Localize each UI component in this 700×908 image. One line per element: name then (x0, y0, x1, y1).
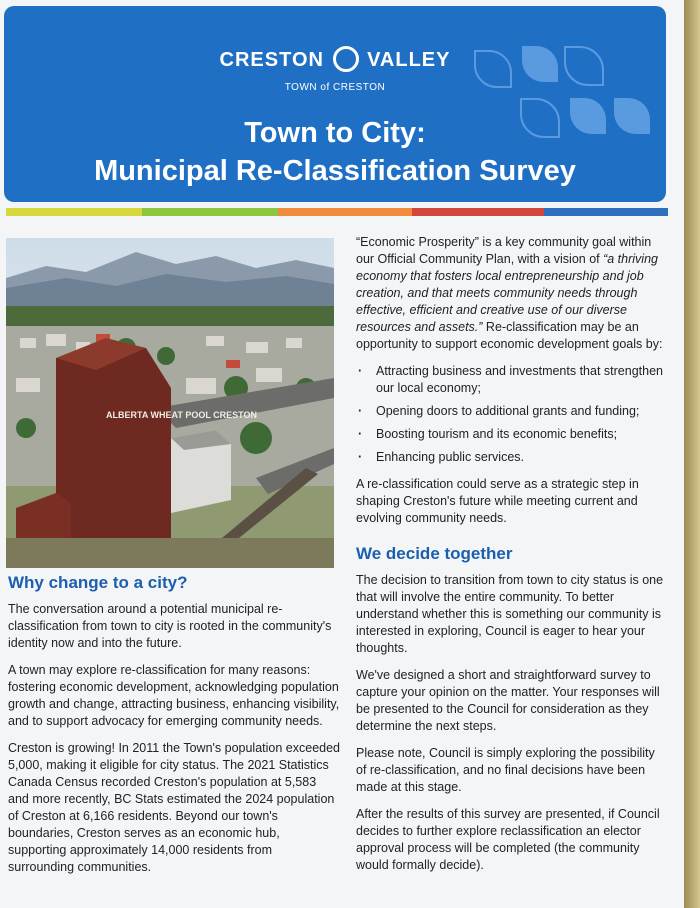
strategic-step-paragraph: A re-classification could serve as a strategic step in shaping Creston's future while meeting current and evolving community needs. (356, 477, 639, 525)
left-paragraph-3: Creston is growing! In 2011 the Town's population exceeded 5,000, making it eligible for city status. The 2021 Statistics Canada Census recorded Creston's population at 5,583 and more recently, BC Stats estimated the 2024 population of Creston at 6,166 residents. Beyond our town's boundaries, Creston serves as an economic hub, supporting approximately 14,000 residents from surrounding communities. (8, 741, 341, 874)
intro-text-end: Re-classification may be an opportunity to support economic development goals by: (356, 320, 663, 351)
color-stripe-5 (544, 208, 668, 216)
right-paragraph-3: Please note, Council is simply exploring the possibility of re-classification, and no final decisions have been made at this stage. (356, 746, 655, 794)
right-paragraph-4: After the results of this survey are presented, if Council decides to further explore reclassification an elector approval process will be completed (the community would formally decide). (356, 807, 660, 872)
brand-right-text: VALLEY (367, 49, 451, 71)
brand-left-text: CRESTON (219, 49, 324, 71)
background-surface (684, 0, 700, 908)
color-stripe-4 (412, 208, 544, 216)
title-line-1: Town to City: (244, 117, 426, 149)
intro-text: “Economic Prosperity” is a key community goal within our Official Community Plan, with a vision of (356, 235, 652, 266)
why-change-heading: Why change to a city? (8, 573, 188, 592)
right-column (356, 234, 668, 884)
left-paragraph-1: The conversation around a potential municipal re-classification from town to city is rooted in the community's identity now and into the future. (8, 602, 332, 650)
title-line-2: Municipal Re-Classification Survey (94, 155, 576, 187)
list-item: · Enhancing public services. (356, 449, 668, 466)
page-title (4, 114, 666, 190)
right-paragraph-2: We've designed a short and straightforward survey to capture your opinion on the matter. Your responses will be presented to the Council for consideration as they determine the next steps. (356, 668, 660, 733)
leaf-logo-icon (333, 46, 359, 72)
right-paragraph-1: The decision to transition from town to city status is one that will involve the entire community. To better understand whether this is something our community is interested in exploring, Council is eager to hear your thoughts. (356, 573, 664, 655)
color-stripe-2 (142, 208, 278, 216)
intro-paragraph (356, 234, 668, 353)
header-banner (4, 6, 666, 202)
left-column (8, 574, 340, 886)
aerial-town-photo (6, 238, 334, 568)
elevator-sign-text: ALBERTA WHEAT POOL CRESTON (106, 410, 258, 420)
left-paragraph-2: A town may explore re-classification for many reasons: fostering economic development, acknowledging population growth and change, attracting business, enhancing visibility, and to support advocacy for emerging community needs. (8, 663, 340, 728)
vision-quote: “a thriving economy that fosters local entrepreneurship and job creation, and that meets community needs through effective, efficient and creative use of our diverse resources and assets.” (356, 252, 658, 334)
goals-list (356, 363, 668, 466)
list-item: · Boosting tourism and its economic benefits; (356, 426, 668, 443)
list-item: · Attracting business and investments that strengthen our local economy; (356, 363, 668, 397)
brand-subtitle: TOWN of CRESTON (284, 82, 386, 93)
color-stripe-3 (278, 208, 412, 216)
list-item: · Opening doors to additional grants and funding; (356, 403, 668, 420)
landscape-photo-icon (6, 238, 334, 568)
color-stripe-1 (6, 208, 142, 216)
decide-together-heading: We decide together (356, 544, 513, 563)
brand-logo (4, 46, 666, 72)
